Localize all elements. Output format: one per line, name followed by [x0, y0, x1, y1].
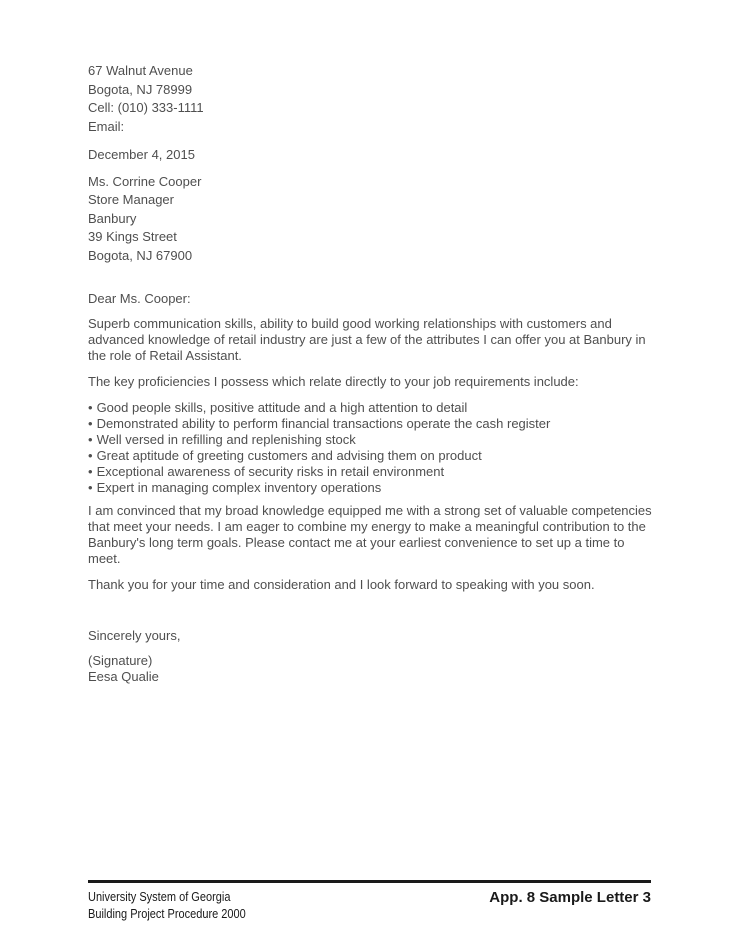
- footer-organization: University System of Georgia: [88, 890, 231, 904]
- valediction: Sincerely yours,: [88, 628, 181, 643]
- paragraph-thanks: Thank you for your time and consideration and I look forward to speaking with you soon.: [88, 577, 595, 592]
- signature-placeholder: (Signature): [88, 653, 153, 668]
- sender-city: Bogota, NJ 78999: [88, 81, 193, 97]
- bullet-item: [88, 480, 654, 496]
- footer-left-block: [88, 889, 246, 923]
- bullet-item: [88, 432, 654, 448]
- sender-cell: Cell: (010) 333-1111: [88, 100, 204, 115]
- proficiency-bullet-list: [88, 400, 654, 496]
- bullet-text: Exceptional awareness of security risks in retail environment: [96, 464, 445, 479]
- signature-block: [88, 653, 654, 685]
- bullet-item: [88, 448, 654, 464]
- recipient-street: 39 Kings Street: [88, 229, 177, 244]
- recipient-name: Ms. Corrine Cooper: [88, 173, 202, 189]
- signature-name: Eesa Qualie: [88, 669, 159, 684]
- recipient-title: Store Manager: [88, 192, 174, 207]
- sender-email: Email:: [88, 118, 125, 134]
- bullet-text: Well versed in refilling and replenishing stock: [96, 432, 356, 447]
- recipient-company: Banbury: [88, 210, 137, 226]
- bullet-icon: •: [88, 400, 93, 415]
- bullet-icon: •: [88, 464, 93, 479]
- paragraph-pitch: I am convinced that my broad knowledge equipped me with a strong set of valuable competencies that meet your needs. I am eager to combine my energy to make a meaningful contribution to the Banbury's long term goals. Please contact me at your earliest convenience to set up a time to meet.: [88, 503, 652, 566]
- bullet-icon: •: [88, 480, 93, 495]
- bullet-text: Great aptitude of greeting customers and advising them on product: [96, 448, 482, 463]
- bullet-icon: •: [88, 448, 93, 463]
- paragraph-lead-in: The key proficiencies I possess which relate directly to your job requirements include:: [88, 374, 579, 389]
- bullet-item: [88, 400, 654, 416]
- bullet-text: Expert in managing complex inventory operations: [96, 480, 382, 495]
- letter-date: December 4, 2015: [88, 147, 195, 162]
- letter-content: [88, 62, 654, 685]
- bullet-icon: •: [88, 432, 93, 447]
- page-footer: [88, 880, 651, 923]
- paragraph-intro: Superb communication skills, ability to build good working relationships with customers and advanced knowledge of retail industry are just a few of the attributes I can offer you at Banbury in the role of Retail Assistant.: [88, 316, 646, 363]
- bullet-item: [88, 464, 654, 480]
- recipient-address-block: [88, 173, 654, 266]
- sender-street: 67 Walnut Avenue: [88, 63, 193, 78]
- bullet-item: [88, 416, 654, 432]
- sender-address-block: [88, 62, 654, 136]
- footer-document-title: Building Project Procedure 2000: [88, 907, 246, 921]
- salutation: Dear Ms. Cooper:: [88, 291, 191, 306]
- bullet-text: Good people skills, positive attitude and a high attention to detail: [96, 400, 468, 415]
- footer-appendix-label: App. 8 Sample Letter 3: [489, 889, 651, 906]
- bullet-text: Demonstrated ability to perform financial transactions operate the cash register: [96, 416, 551, 431]
- bullet-icon: •: [88, 416, 93, 431]
- recipient-city: Bogota, NJ 67900: [88, 247, 193, 263]
